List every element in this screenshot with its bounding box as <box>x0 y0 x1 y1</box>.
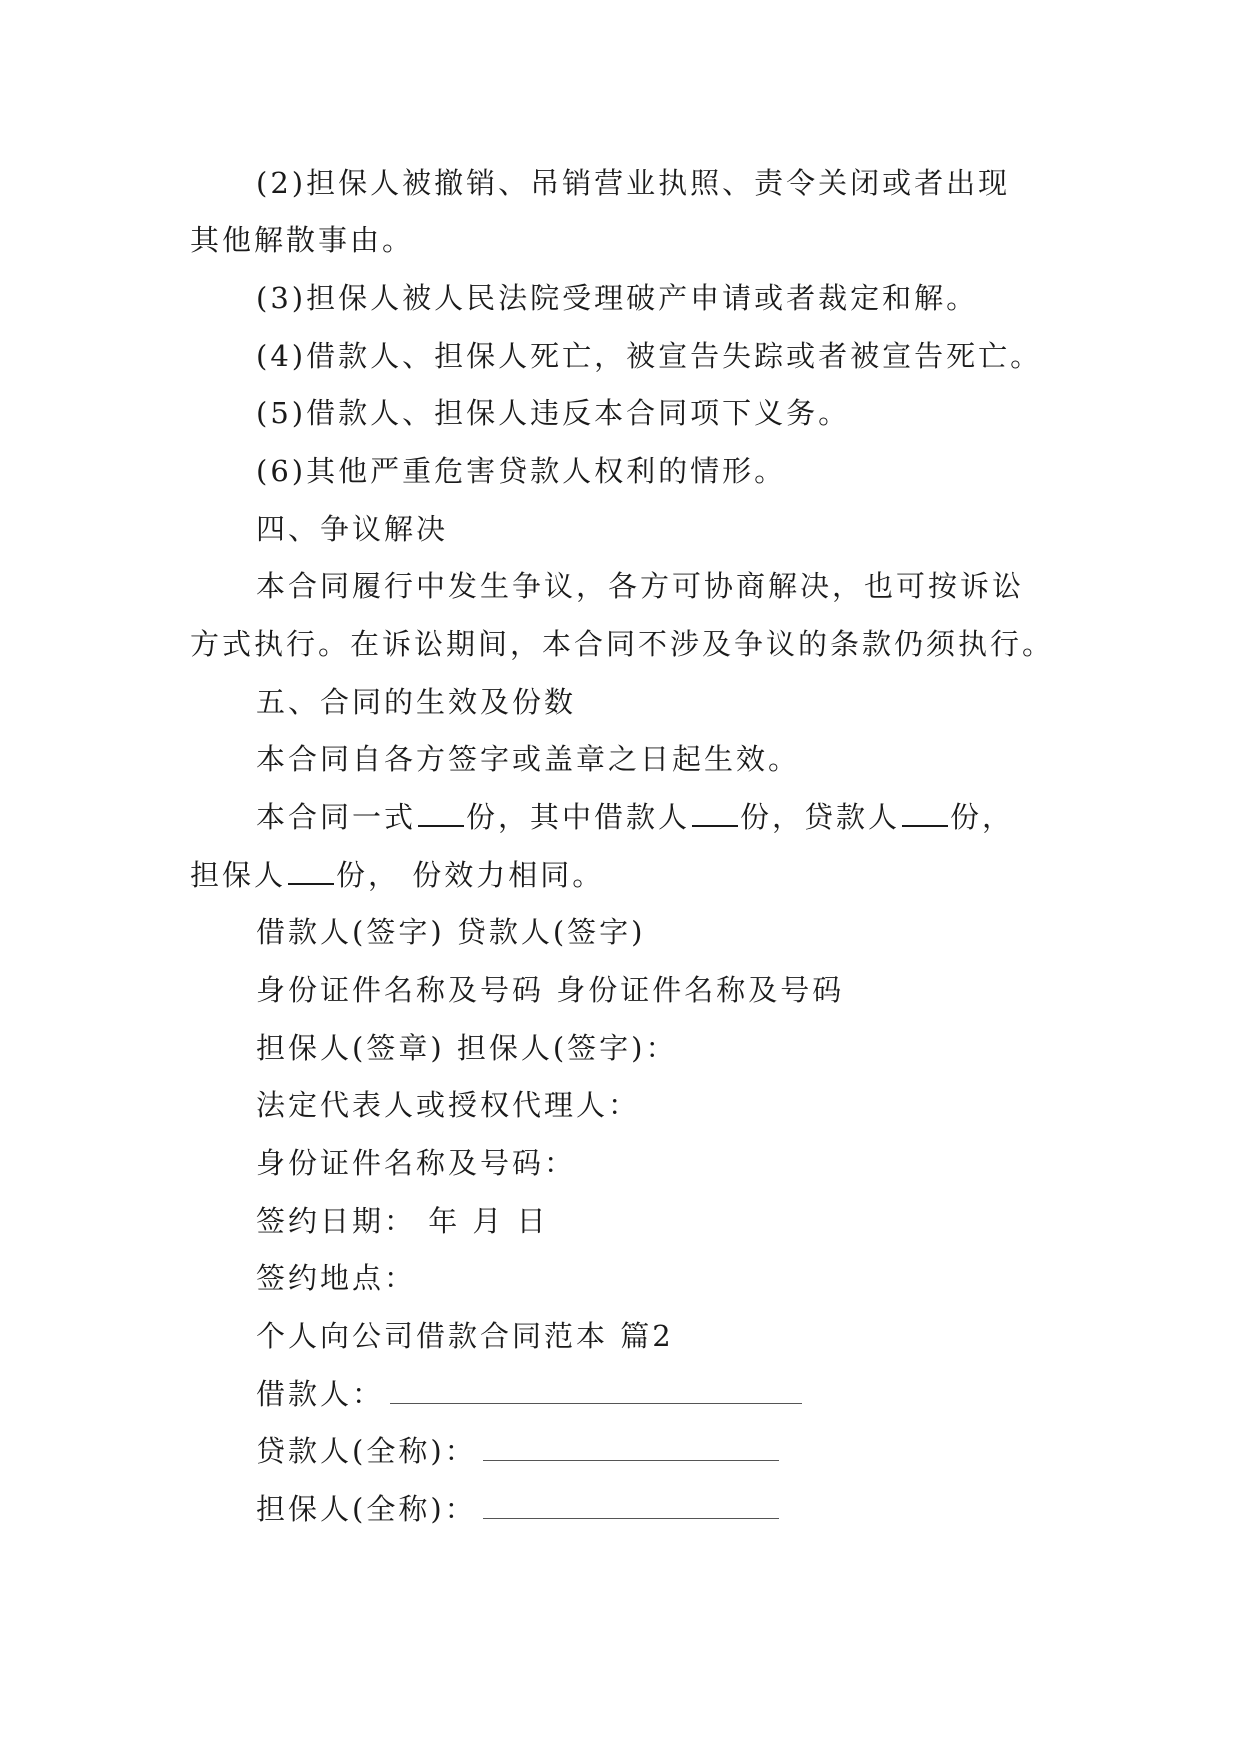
copies-text-c: 份，贷款人 <box>740 800 901 834</box>
section-4-heading: 四、争议解决 <box>256 512 449 546</box>
copies-text-b: 份，其中借款人 <box>466 800 691 834</box>
copies-total-blank <box>418 799 464 827</box>
copies-borrower-blank <box>692 799 738 827</box>
signature-id-names: 身份证件名称及号码 身份证件名称及号码 <box>256 973 845 1007</box>
clause-4: (4)借款人、担保人死亡，被宣告失踪或者被宣告死亡。 <box>256 339 1043 373</box>
guarantor-label: 担保人(全称)： <box>256 1492 477 1526</box>
copies-line-2 <box>190 855 604 895</box>
clause-2-line-2: 其他解散事由。 <box>190 223 415 257</box>
signature-guarantor: 担保人(签章) 担保人(签字)： <box>256 1031 678 1065</box>
clause-2-line-1: (2)担保人被撤销、吊销营业执照、责令关闭或者出现 <box>256 166 1011 200</box>
dispute-line-2: 方式执行。在诉讼期间，本合同不涉及争议的条款仍须执行。 <box>190 627 1055 661</box>
section-5-heading: 五、合同的生效及份数 <box>256 685 577 719</box>
signature-legal-rep: 法定代表人或授权代理人： <box>256 1088 641 1122</box>
copies-guarantor-blank <box>288 857 334 885</box>
copies-text-e: 担保人 <box>190 858 287 892</box>
clause-5: (5)借款人、担保人违反本合同项下义务。 <box>256 396 851 430</box>
clause-6: (6)其他严重危害贷款人权利的情形。 <box>256 454 787 488</box>
copies-text-a: 本合同一式 <box>256 800 417 834</box>
signature-date: 签约日期： 年 月 日 <box>256 1204 549 1238</box>
clause-3: (3)担保人被人民法院受理破产申请或者裁定和解。 <box>256 281 979 315</box>
section-2-title: 个人向公司借款合同范本 篇2 <box>256 1319 674 1353</box>
copies-text-f: 份， 份效力相同。 <box>336 858 605 892</box>
lender-field-row <box>256 1431 779 1471</box>
borrower-label: 借款人： <box>256 1377 385 1411</box>
guarantor-blank-line <box>483 1496 779 1519</box>
lender-label: 贷款人(全称)： <box>256 1434 477 1468</box>
signature-place: 签约地点： <box>256 1261 417 1295</box>
copies-text-d: 份， <box>950 800 1015 834</box>
signature-id-number: 身份证件名称及号码： <box>256 1146 577 1180</box>
borrower-field-row <box>256 1374 802 1414</box>
dispute-line-1: 本合同履行中发生争议，各方可协商解决，也可按诉讼 <box>256 569 1025 603</box>
effective-clause: 本合同自各方签字或盖章之日起生效。 <box>256 742 801 776</box>
copies-lender-blank <box>902 799 948 827</box>
guarantor-field-row <box>256 1489 779 1529</box>
lender-blank-line <box>483 1438 779 1461</box>
borrower-blank-line <box>390 1381 802 1404</box>
signature-borrower-lender: 借款人(签字) 贷款人(签字) <box>256 915 646 949</box>
copies-line-1 <box>256 797 1014 837</box>
